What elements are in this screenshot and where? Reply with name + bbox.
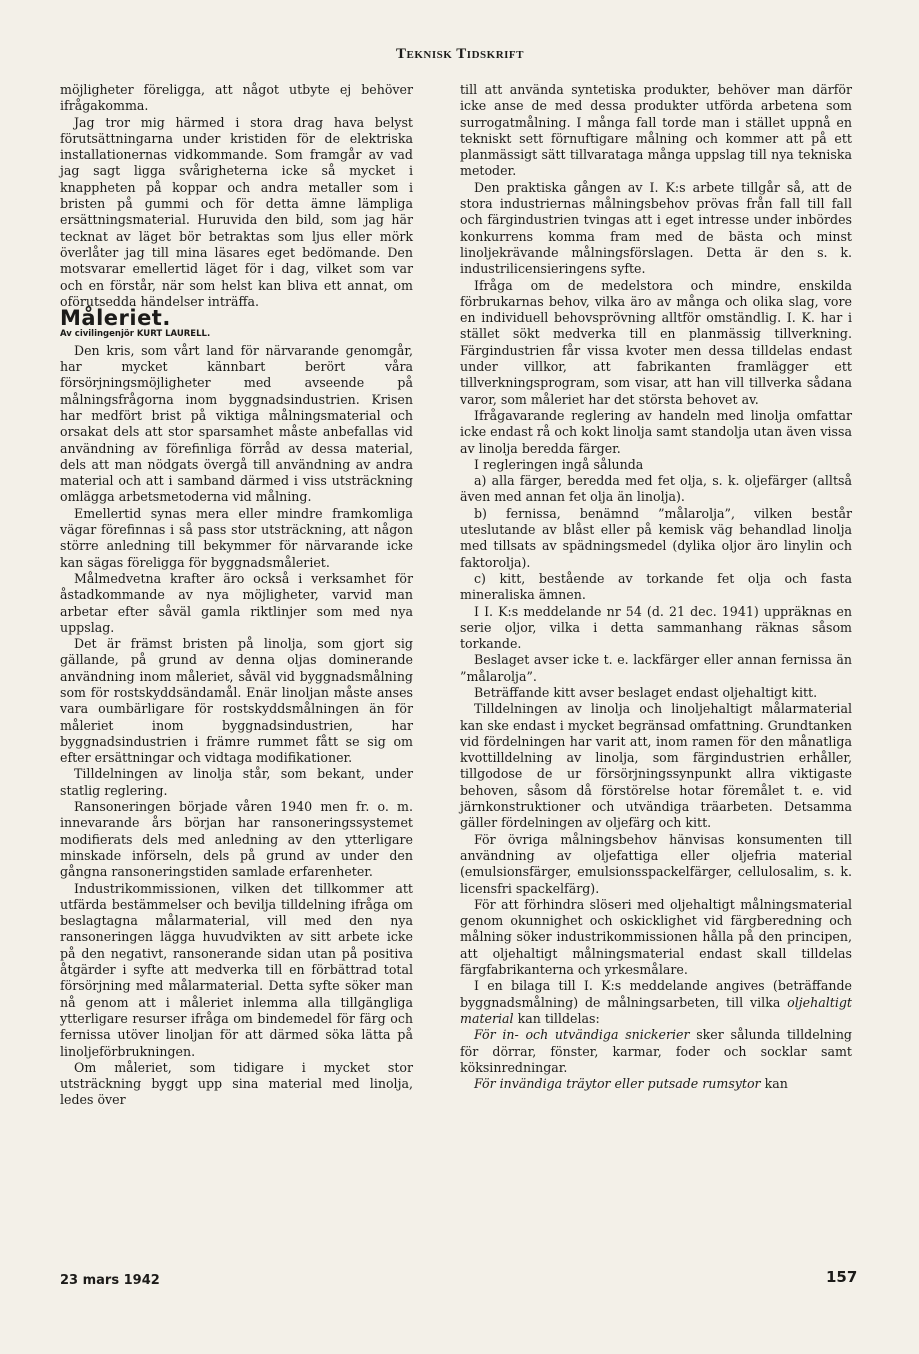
paragraph: Ifråga om de medelstora och mindre, enskilda förbrukarnas behov, vilka äro av många och olika slag, vore en individuell behovsprövning alltför omständlig. I. K. har i stället sökt medverka till en planmässig tillverkning. Färgindustrien får vissa kvoter men dessa tilldelas endast under villkor, att fabrikanten framlägger ett tillverkningsprogram, som visar, att han vill tillverka sådana varor, som måleriet har det största behovet av. xyxy=(460,277,852,407)
paragraph: Det är främst bristen på linolja, som gjort sig gällande, på grund av denna oljas dominerande användning inom måleriet, såväl vid byggnadsmålning som för rostskyddsändamål. Enär linoljan måste anses vara oumbärligare för rostskyddsmålningen än för måleriet inom byggnadsindustrien, har byggnadsindustrien i främre rummet fått se sig om efter ersättningar och vidtaga modifikationer. xyxy=(60,636,413,766)
paragraph: c) kitt, bestående av torkande fet olja och fasta mineraliska ämnen. xyxy=(460,570,852,603)
paragraph: Beslaget avser icke t. e. lackfärger eller annan fernissa än ”målarolja”. xyxy=(460,652,852,684)
italic-phrase: För in- och utvändiga snickerier xyxy=(474,1027,690,1043)
paragraph: Tilldelningen av linolja och linoljehaltigt målarmaterial kan ske endast i mycket begränsad omfattning. Grundtanken vid fördelningen har varit att, inom ramen för den månatliga kvottilldelning av linolja, som färgindustrien erhåller, tillgodose de ur försörjningssynpunkt allra viktigaste behoven, såsom då förstörelse hotar föremålet t. e. vid järnkonstruktioner och utvändiga träarbeten. Detsamma gäller fördelningen av oljefärg och kitt. xyxy=(460,701,852,831)
text-run: sker sålunda tilldelning för dörrar, fönster, karmar, foder och socklar samt köksinredningar. xyxy=(460,1027,852,1075)
paragraph: Emellertid synas mera eller mindre framkomliga vägar förefinnas i så pass stor utsträckning, att någon större anledning till bekymmer för närvarande icke kan sägas föreligga för byggnadsmåleriet. xyxy=(60,505,413,570)
paragraph: I regleringen ingå sålunda xyxy=(474,456,644,472)
text-run: kan tilldelas: xyxy=(513,1010,600,1026)
left-column xyxy=(60,82,413,1109)
issue-date: 23 mars 1942 xyxy=(60,1273,160,1288)
paragraph: Den kris, som vårt land för närvarande genomgår, har mycket kännbart berört våra försörjningsmöjligheter med avseende på målningsfrågorna inom byggnadsindustrien. Krisen har medfört brist på viktiga målningsmaterial och orsakat dels att stor sparsamhet måste anbefallas vid användning av förefinliga förråd av dessa material, dels att man nödgats övergå till användning av andra material och att i samband därmed i viss utsträckning omlägga arbetsmetoderna vid målning. xyxy=(60,342,413,505)
journal-header: Teknisk Tidskrift xyxy=(396,46,524,62)
paragraph: Ransoneringen började våren 1940 men fr. o. m. innevarande års början har ransoneringssystemet modifierats dels med anledning av den ytterligare minskade införseln, dels på grund av under den gångna ransoneringstiden samlade erfarenheter. xyxy=(60,799,413,880)
paragraph: För att förhindra slöseri med oljehaltigt målningsmaterial genom okunnighet och oskicklighet vid färgberedning och målning söker industrikommissionen hålla på den principen, att oljehaltigt målningsmaterial endast skall tilldelas färgfabrikanterna och yrkesmålare. xyxy=(460,896,852,978)
paragraph: Jag tror mig härmed i stora drag hava belyst förutsättningarna under kristiden för de elektriska installationernas vidkommande. Som framgår av vad jag sagt ligga svårigheterna icke så mycket i knappheten på koppar och andra metaller som i bristen på gummi och för detta ämne lämpliga ersättningsmaterial. Huruvida den bild, som jag här tecknat av läget bör betraktas som ljus eller mörk överlåter jag till mina läsares eget bedömande. Den motsvarar emellertid läget för i dag, vilket som var och en förstår, när som helst kan bliva ett annat, om oförutsedda händelser inträffa. xyxy=(60,114,413,309)
paragraph: Om måleriet, som tidigare i mycket stor utsträckning byggt upp sina material med linolja, ledes över xyxy=(60,1059,413,1108)
paragraph: Målmedvetna krafter äro också i verksamhet för åstadkommande av nya möjligheter, varvid man arbetar efter såväl gamla riktlinjer som med nya uppslag. xyxy=(60,570,413,635)
paragraph xyxy=(460,1027,852,1076)
paragraph: a) alla färger, beredda med fet olja, s. k. oljefärger (alltså även med annan fet olja än linolja). xyxy=(460,473,852,505)
italic-phrase: För invändiga träytor eller putsade rumsytor xyxy=(474,1076,761,1092)
paragraph: möjligheter föreligga, att något utbyte ej behöver ifrågakomma. xyxy=(60,82,413,114)
paragraph: Industrikommissionen, vilken det tillkommer att utfärda bestämmelser och bevilja tilldelning ifråga om beslagtagna målarmaterial, vill med den nya ransoneringen lägga huvudvikten av sitt arbete icke på den negativt, ransonerande sidan utan på positiva åtgärder i syfte att medverka till en förbättrad total försörjning med målarmaterial. Detta syfte söker man nå genom att i måleriet inlemma alla tillgängliga ytterligare resurser ifråga om bindemedel för färg och fernissa utöver linoljan för att därmed söka lätta på linoljeförbrukningen. xyxy=(60,880,413,1059)
paragraph: b) fernissa, benämnd ”målarolja”, vilken består uteslutande av blåst eller på kemisk väg behandlad linolja med tillsats av spädningsmedel (dylika oljor äro linylin och faktorolja). xyxy=(460,505,852,570)
article-byline: Av civilingenjör KURT LAURELL. xyxy=(60,329,211,340)
paragraph: till att använda syntetiska produkter, behöver man därför icke anse de med dessa produkter utförda arbetena som surrogatmålning. I många fall torde man i stället uppnå en tekniskt sett förnuftigare målning och kommer att på ett planmässigt sätt tillvarataga många uppslag till nya tekniska metoder. xyxy=(460,82,852,179)
article-title: Måleriet. xyxy=(60,306,171,331)
paragraph: Ifrågavarande reglering av handeln med linolja omfattar icke endast rå och kokt linolja samt standolja utan även vissa av linolja beredda färger. xyxy=(460,407,852,456)
page-number: 157 xyxy=(826,1268,858,1286)
paragraph: För övriga målningsbehov hänvisas konsumenten till användning av oljefattiga eller oljefria material (emulsionsfärger, emulsionsspackelfärger, cellulosalim, s. k. licensfri spackelfärg). xyxy=(460,831,852,896)
paragraph: Tilldelningen av linolja står, som bekant, under statlig reglering. xyxy=(60,766,413,798)
right-column xyxy=(460,82,852,1092)
text-run: kan xyxy=(760,1076,788,1092)
paragraph: Beträffande kitt avser beslaget endast oljehaltigt kitt. xyxy=(474,684,818,700)
paragraph: Den praktiska gången av I. K:s arbete tillgår så, att de stora industriernas målningsbehov prövas från fall till fall och färgindustrien tvingas att i eget intresse under inbördes konkurrens komma fram med de bästa och minst linoljekrävande målningsförslagen. Detta är den s. k. industrilicensieringens syfte. xyxy=(460,179,852,277)
text-run: I en bilaga till I. K:s meddelande angives (beträffande byggnadsmålning) de målningsarbeten, till vilka xyxy=(460,978,852,1010)
paragraph xyxy=(460,978,852,1027)
paragraph xyxy=(460,1076,852,1092)
paragraph: I I. K:s meddelande nr 54 (d. 21 dec. 1941) uppräknas en serie oljor, vilka i detta sammanhang räknas såsom torkande. xyxy=(460,603,852,652)
italic-phrase: oljehaltigt material xyxy=(460,994,852,1026)
